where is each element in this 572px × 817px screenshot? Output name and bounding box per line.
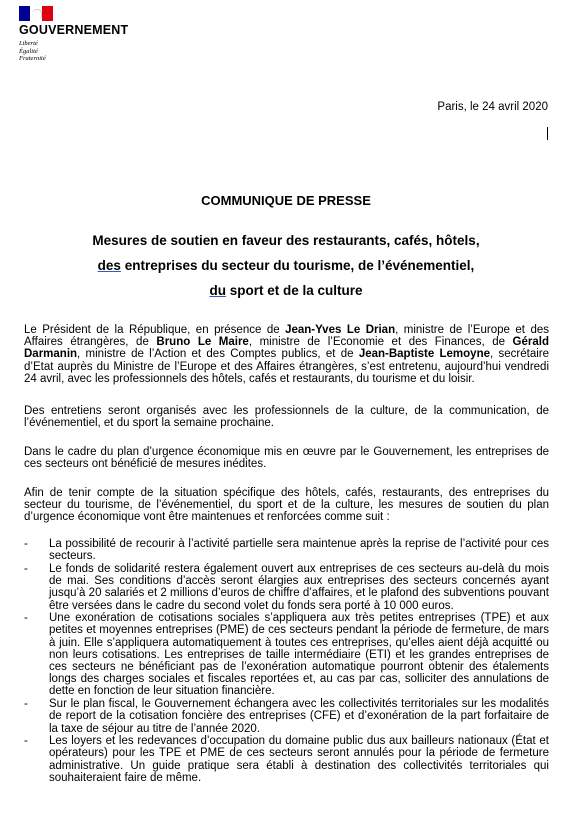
marianne-flag-icon xyxy=(19,6,53,21)
list-item: - Une exonération de cotisations sociales s’appliquera aux très petites entreprises (TPE) et aux petites et moyennes entreprises (PME) de ces secteurs pendant la période de fermeture, de mars à juin. Elle s’appliquera automatiquement à toutes ces entreprises, qu’elles aient déjà acquitté ou non leurs cotisations. Les entreprises de taille intermédiaire (ETI) et les grandes entreprises de ces secteurs ne bénéficiant pas de l’exonération automatique pourront obtenir des étalements longs des charges sociales et fiscales reportées et, au cas par cas, solliciter des annulations de dette en fonction de leur situation financière. xyxy=(24,612,549,698)
subtitle-line-1: Mesures de soutien en faveur des restaurants, cafés, hôtels, xyxy=(92,233,480,248)
measures-list xyxy=(24,538,549,785)
press-heading: COMMUNIQUE DE PRESSE xyxy=(201,193,371,208)
subtitle-line-3: du sport et de la culture xyxy=(209,283,363,298)
list-item: - Les loyers et les redevances d’occupation du domaine public dus aux bailleurs nationaux (État et opérateurs) pour les TPE et PME de ces secteurs seront annulés pour la période de fermeture administrative. Un guide pratique sera établi à destination des collectivités territoriales qui souhaiteraient faire de même. xyxy=(24,735,549,784)
list-item: - Sur le plan fiscal, le Gouvernement échangera avec les collectivités territoriales sur les modalités de report de la cotisation foncière des entreprises (CFE) et d’exonération de la part forfaitaire de la taxe de séjour au titre de l’année 2020. xyxy=(24,698,549,735)
paragraph-plan: Dans le cadre du plan d’urgence économique mis en œuvre par le Gouvernement, les entreprises de ces secteurs ont bénéficié de mesures inédites. xyxy=(24,446,549,471)
government-logo xyxy=(19,6,128,63)
list-item: - La possibilité de recourir à l’activité partielle sera maintenue après la reprise de l’activité pour ces secteurs. xyxy=(24,538,549,563)
paragraph-measures-intro: Afin de tenir compte de la situation spécifique des hôtels, cafés, restaurants, des entreprises du secteur du tourisme, de l’événementiel, du sport et de la culture, les mesures de soutien du plan d’urgence économique vont être maintenues et renforcées comme suit : xyxy=(24,487,549,524)
government-wordmark: GOUVERNEMENT xyxy=(19,23,129,37)
republic-motto: Liberté Égalité Fraternité xyxy=(19,40,46,62)
text-cursor xyxy=(547,127,548,140)
date-line: Paris, le 24 avril 2020 xyxy=(437,101,548,113)
list-item: - Le fonds de solidarité restera également ouvert aux entreprises de ces secteurs au-delà du mois de mai. Ses conditions d’accès seront élargies aux entreprises des secteurs concernés ayant jusqu’à 20 salariés et 2 millions d’euros de chiffre d’affaires, et le plafond des subventions pouvant être versées dans le cadre du second volet du fonds sera porté à 10 000 euros. xyxy=(24,562,549,612)
paragraph-meetings: Des entretiens seront organisés avec les professionnels de la culture, de la communication, de l’événementiel, et du sport la semaine prochaine. xyxy=(24,405,549,430)
paragraph-intro: Le Président de la République, en présence de Jean-Yves Le Drian, ministre de l’Europe et des Affaires étrangères, de Bruno Le Maire, ministre de l’Economie et des Finances, de Gérald Darmanin, ministre de l’Action et des Comptes publics, et de Jean-Baptiste Lemoyne, secrétaire d’Etat auprès du Ministre de l’Europe et des Affaires étrangères, s’est entretenu, aujourd’hui vendredi 24 avril, avec les professionnels des hôtels, cafés et restaurants, du tourisme et du loisir. xyxy=(24,324,549,385)
subtitle-line-2: des entreprises du secteur du tourisme, de l’événementiel, xyxy=(97,258,475,273)
